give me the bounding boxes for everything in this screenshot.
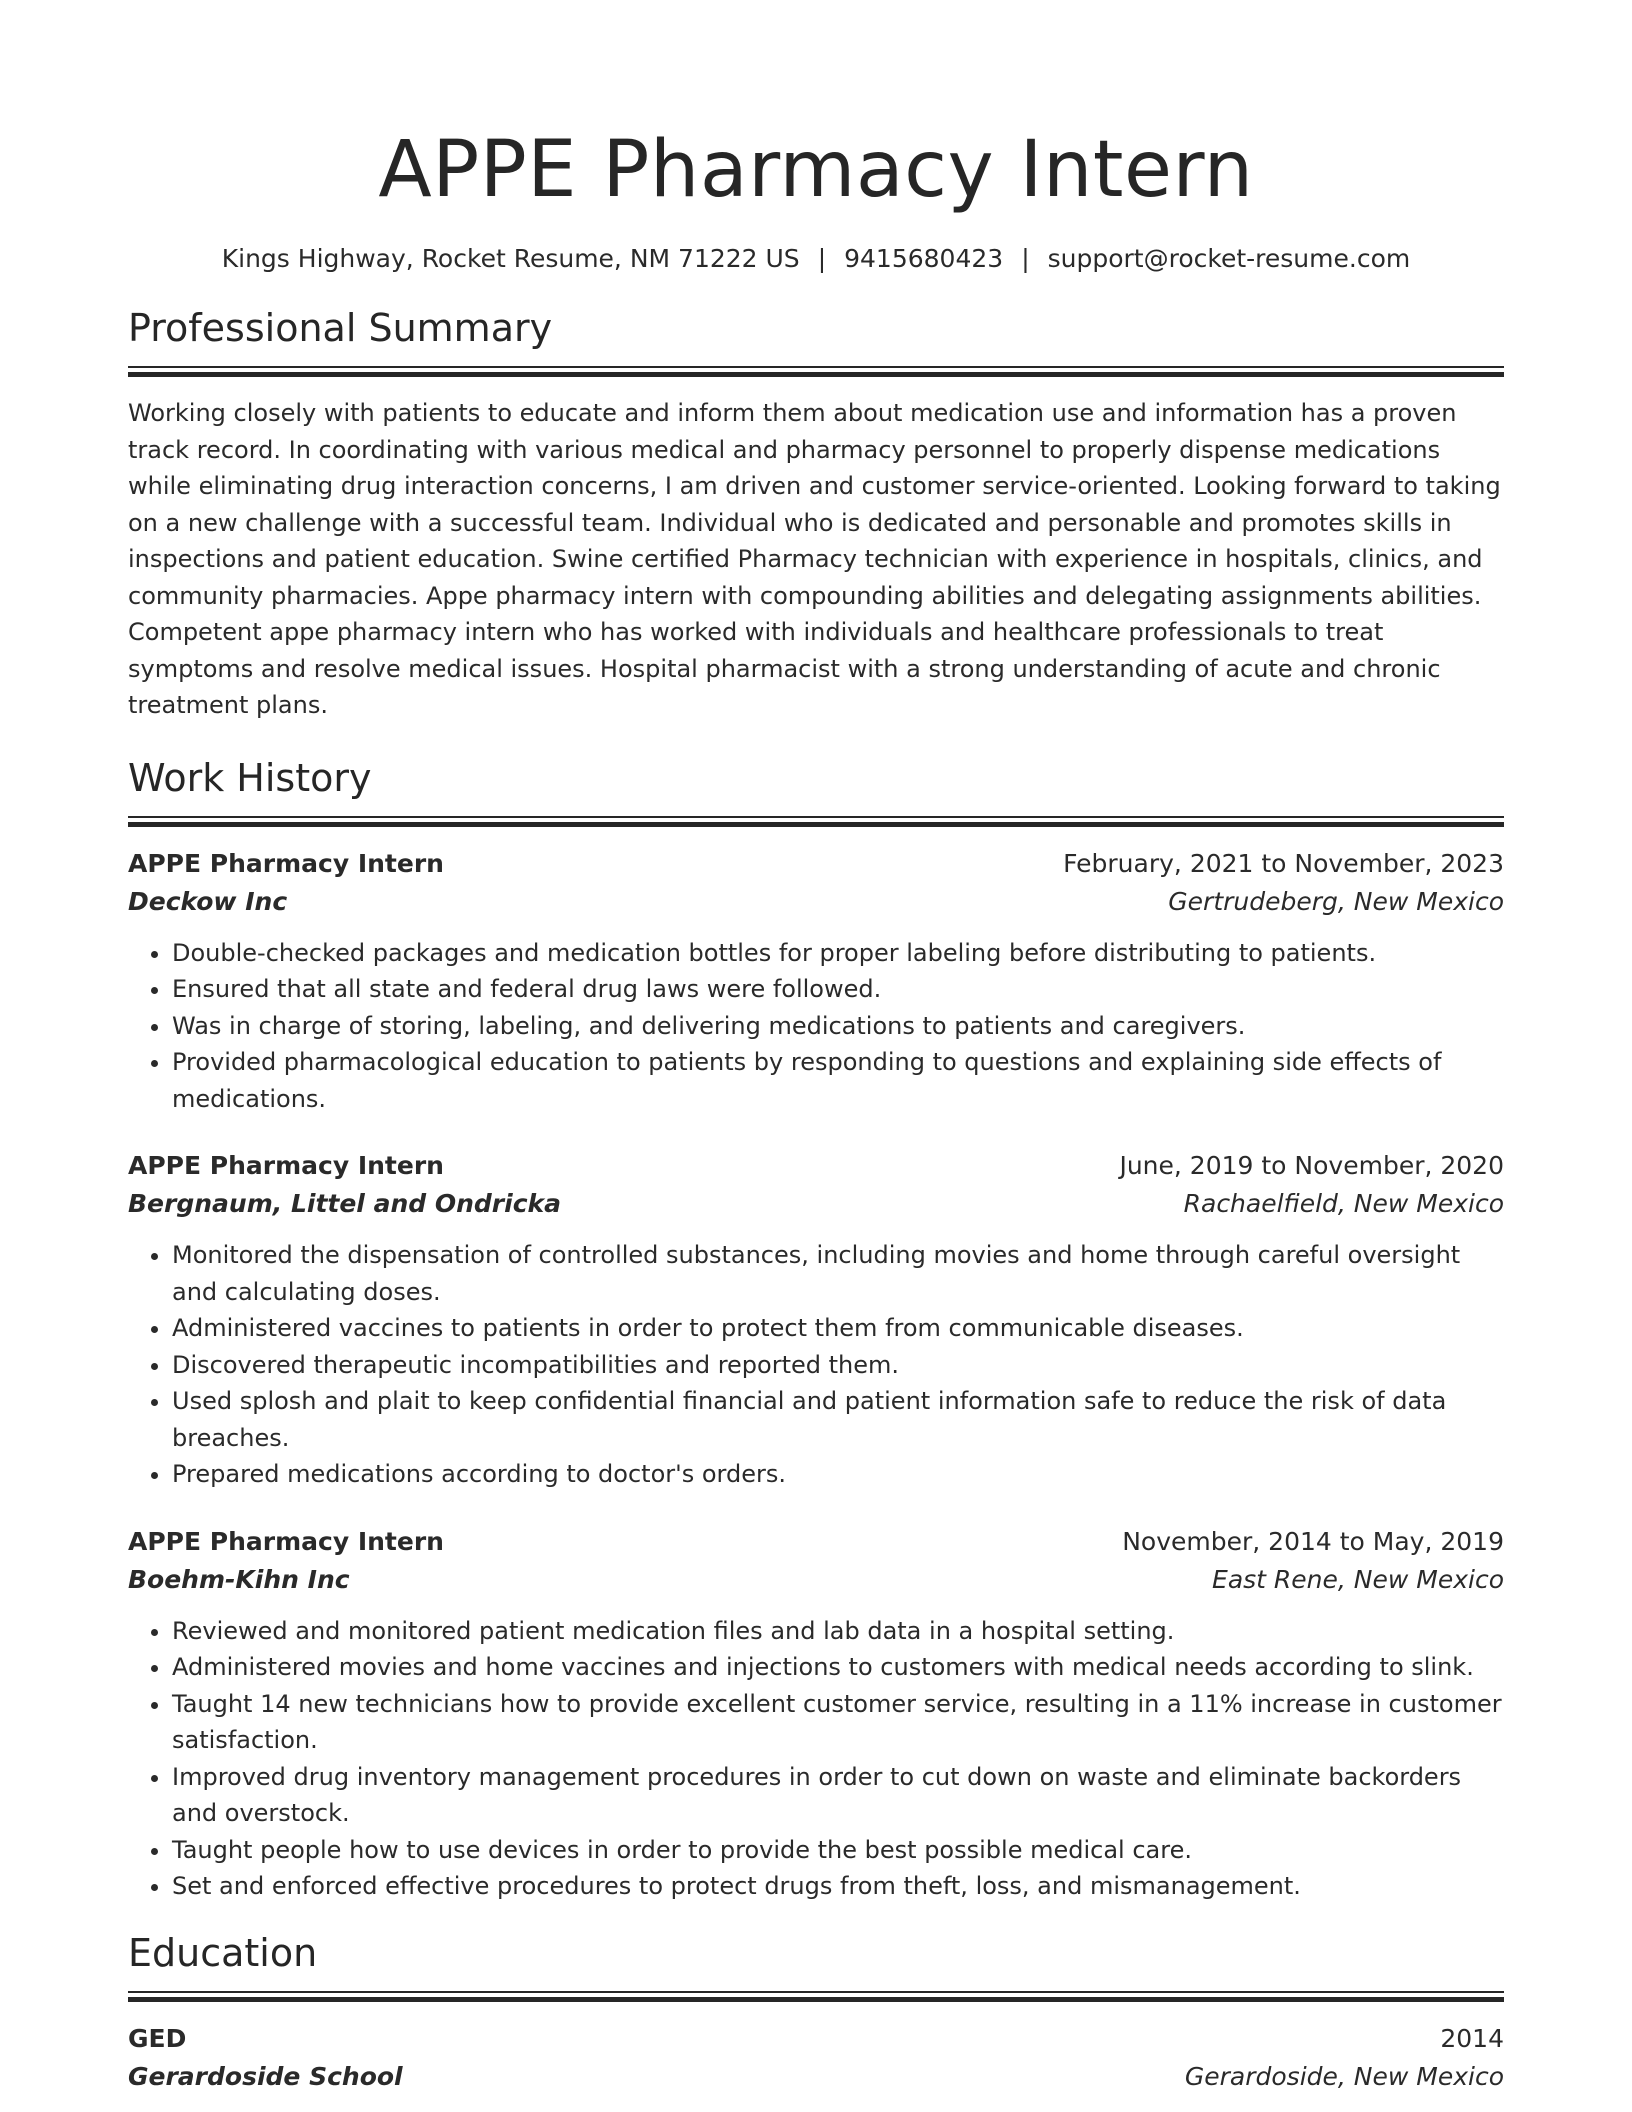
job-company: Boehm-Kihn Inc <box>128 1564 350 1594</box>
education-degree: GED <box>128 2023 187 2053</box>
job-company: Bergnaum, Littel and Ondricka <box>128 1189 562 1218</box>
education-school: Gerardoside School <box>128 2061 403 2091</box>
section-title-work-history: Work History <box>128 755 372 800</box>
job-bullet: • Reviewed and monitored patient medication files and lab data in a hospital setting. <box>172 1613 1504 1650</box>
job-bullet: • Was in charge of storing, labeling, and delivering medications to patients and caregivers. <box>172 1008 1504 1045</box>
summary-section <box>128 304 1504 724</box>
contact-separator: | <box>817 244 827 273</box>
education-year: 2014 <box>1440 2023 1504 2053</box>
job-bullets <box>128 935 1504 1118</box>
section-divider <box>128 1991 1504 2002</box>
education-section <box>128 1929 1504 2096</box>
section-title-summary: Professional Summary <box>128 306 553 350</box>
job-location: Gertrudeberg, New Mexico <box>1168 886 1504 916</box>
job-entry <box>128 1523 1504 1905</box>
job-dates: June, 2019 to November, 2020 <box>1119 1151 1504 1180</box>
job-dates: November, 2014 to May, 2019 <box>1122 1526 1504 1556</box>
job-bullet: • Administered vaccines to patients in order to protect them from communicable diseases. <box>172 1310 1504 1347</box>
resume-page <box>128 120 1504 2096</box>
job-title: APPE Pharmacy Intern <box>128 848 444 878</box>
contact-email: support@rocket-resume.com <box>1047 244 1411 273</box>
job-bullet: • Ensured that all state and federal drug laws were followed. <box>172 971 1504 1008</box>
job-company: Deckow Inc <box>128 886 288 916</box>
job-location: East Rene, New Mexico <box>1212 1564 1504 1594</box>
contact-line <box>128 242 1504 276</box>
job-location: Rachaelfield, New Mexico <box>1183 1189 1504 1218</box>
job-title: APPE Pharmacy Intern <box>128 1526 444 1556</box>
job-bullet: • Double-checked packages and medication bottles for proper labeling before distributing to patients. <box>172 935 1504 972</box>
education-entry <box>128 2020 1504 2096</box>
job-bullet: • Prepared medications according to doctor's orders. <box>172 1456 1504 1493</box>
job-bullet: • Set and enforced effective procedures to protect drugs from theft, loss, and mismanagement. <box>172 1868 1504 1905</box>
job-bullets <box>128 1237 1504 1493</box>
contact-separator: | <box>1021 244 1030 273</box>
contact-phone: 9415680423 <box>844 244 1004 273</box>
job-bullet: • Used splosh and plait to keep confidential financial and patient information safe to reduce the risk of data breaches. <box>172 1383 1504 1456</box>
job-bullet: • Taught 14 new technicians how to provide excellent customer service, resulting in a 11% increase in customer satisfaction. <box>172 1686 1504 1759</box>
section-divider <box>128 816 1504 827</box>
job-entry <box>128 845 1504 1118</box>
job-bullet: • Improved drug inventory management procedures in order to cut down on waste and eliminate backorders and overstock. <box>172 1759 1504 1832</box>
job-title: APPE Pharmacy Intern <box>128 1151 444 1180</box>
job-bullets <box>128 1613 1504 1905</box>
job-bullet: • Provided pharmacological education to patients by responding to questions and explaining side effects of medications. <box>172 1044 1504 1117</box>
job-entry <box>128 1147 1504 1493</box>
work-history-section <box>128 754 1504 1905</box>
summary-text: Working closely with patients to educate and inform them about medication use and information has a proven track record. In coordinating with various medical and pharmacy personnel to properly dispense medications while eliminating drug interaction concerns, I am driven and customer service-oriented. Looking forward to taking on a new challenge with a successful team. Individual who is dedicated and personable and promotes skills in inspections and patient education. Swine certified Pharmacy technician with experience in hospitals, clinics, and community pharmacies. Appe pharmacy intern with compounding abilities and delegating assignments abilities. Competent appe pharmacy intern who has worked with individuals and healthcare professionals to treat symptoms and resolve medical issues. Hospital pharmacist with a strong understanding of acute and chronic treatment plans. <box>128 399 1501 719</box>
education-location: Gerardoside, New Mexico <box>1184 2061 1504 2091</box>
section-title-education: Education <box>128 1930 318 1975</box>
job-bullet: • Discovered therapeutic incompatibilities and reported them. <box>172 1347 1504 1384</box>
job-bullet: • Taught people how to use devices in order to provide the best possible medical care. <box>172 1832 1504 1869</box>
job-dates: February, 2021 to November, 2023 <box>1063 848 1504 878</box>
job-bullet: • Administered movies and home vaccines and injections to customers with medical needs according to slink. <box>172 1649 1504 1686</box>
contact-address: Kings Highway, Rocket Resume, NM 71222 US <box>221 244 800 273</box>
section-divider <box>128 366 1504 377</box>
job-bullet: • Monitored the dispensation of controlled substances, including movies and home through careful oversight and calculating doses. <box>172 1237 1504 1310</box>
resume-name: APPE Pharmacy Intern <box>378 125 1254 215</box>
